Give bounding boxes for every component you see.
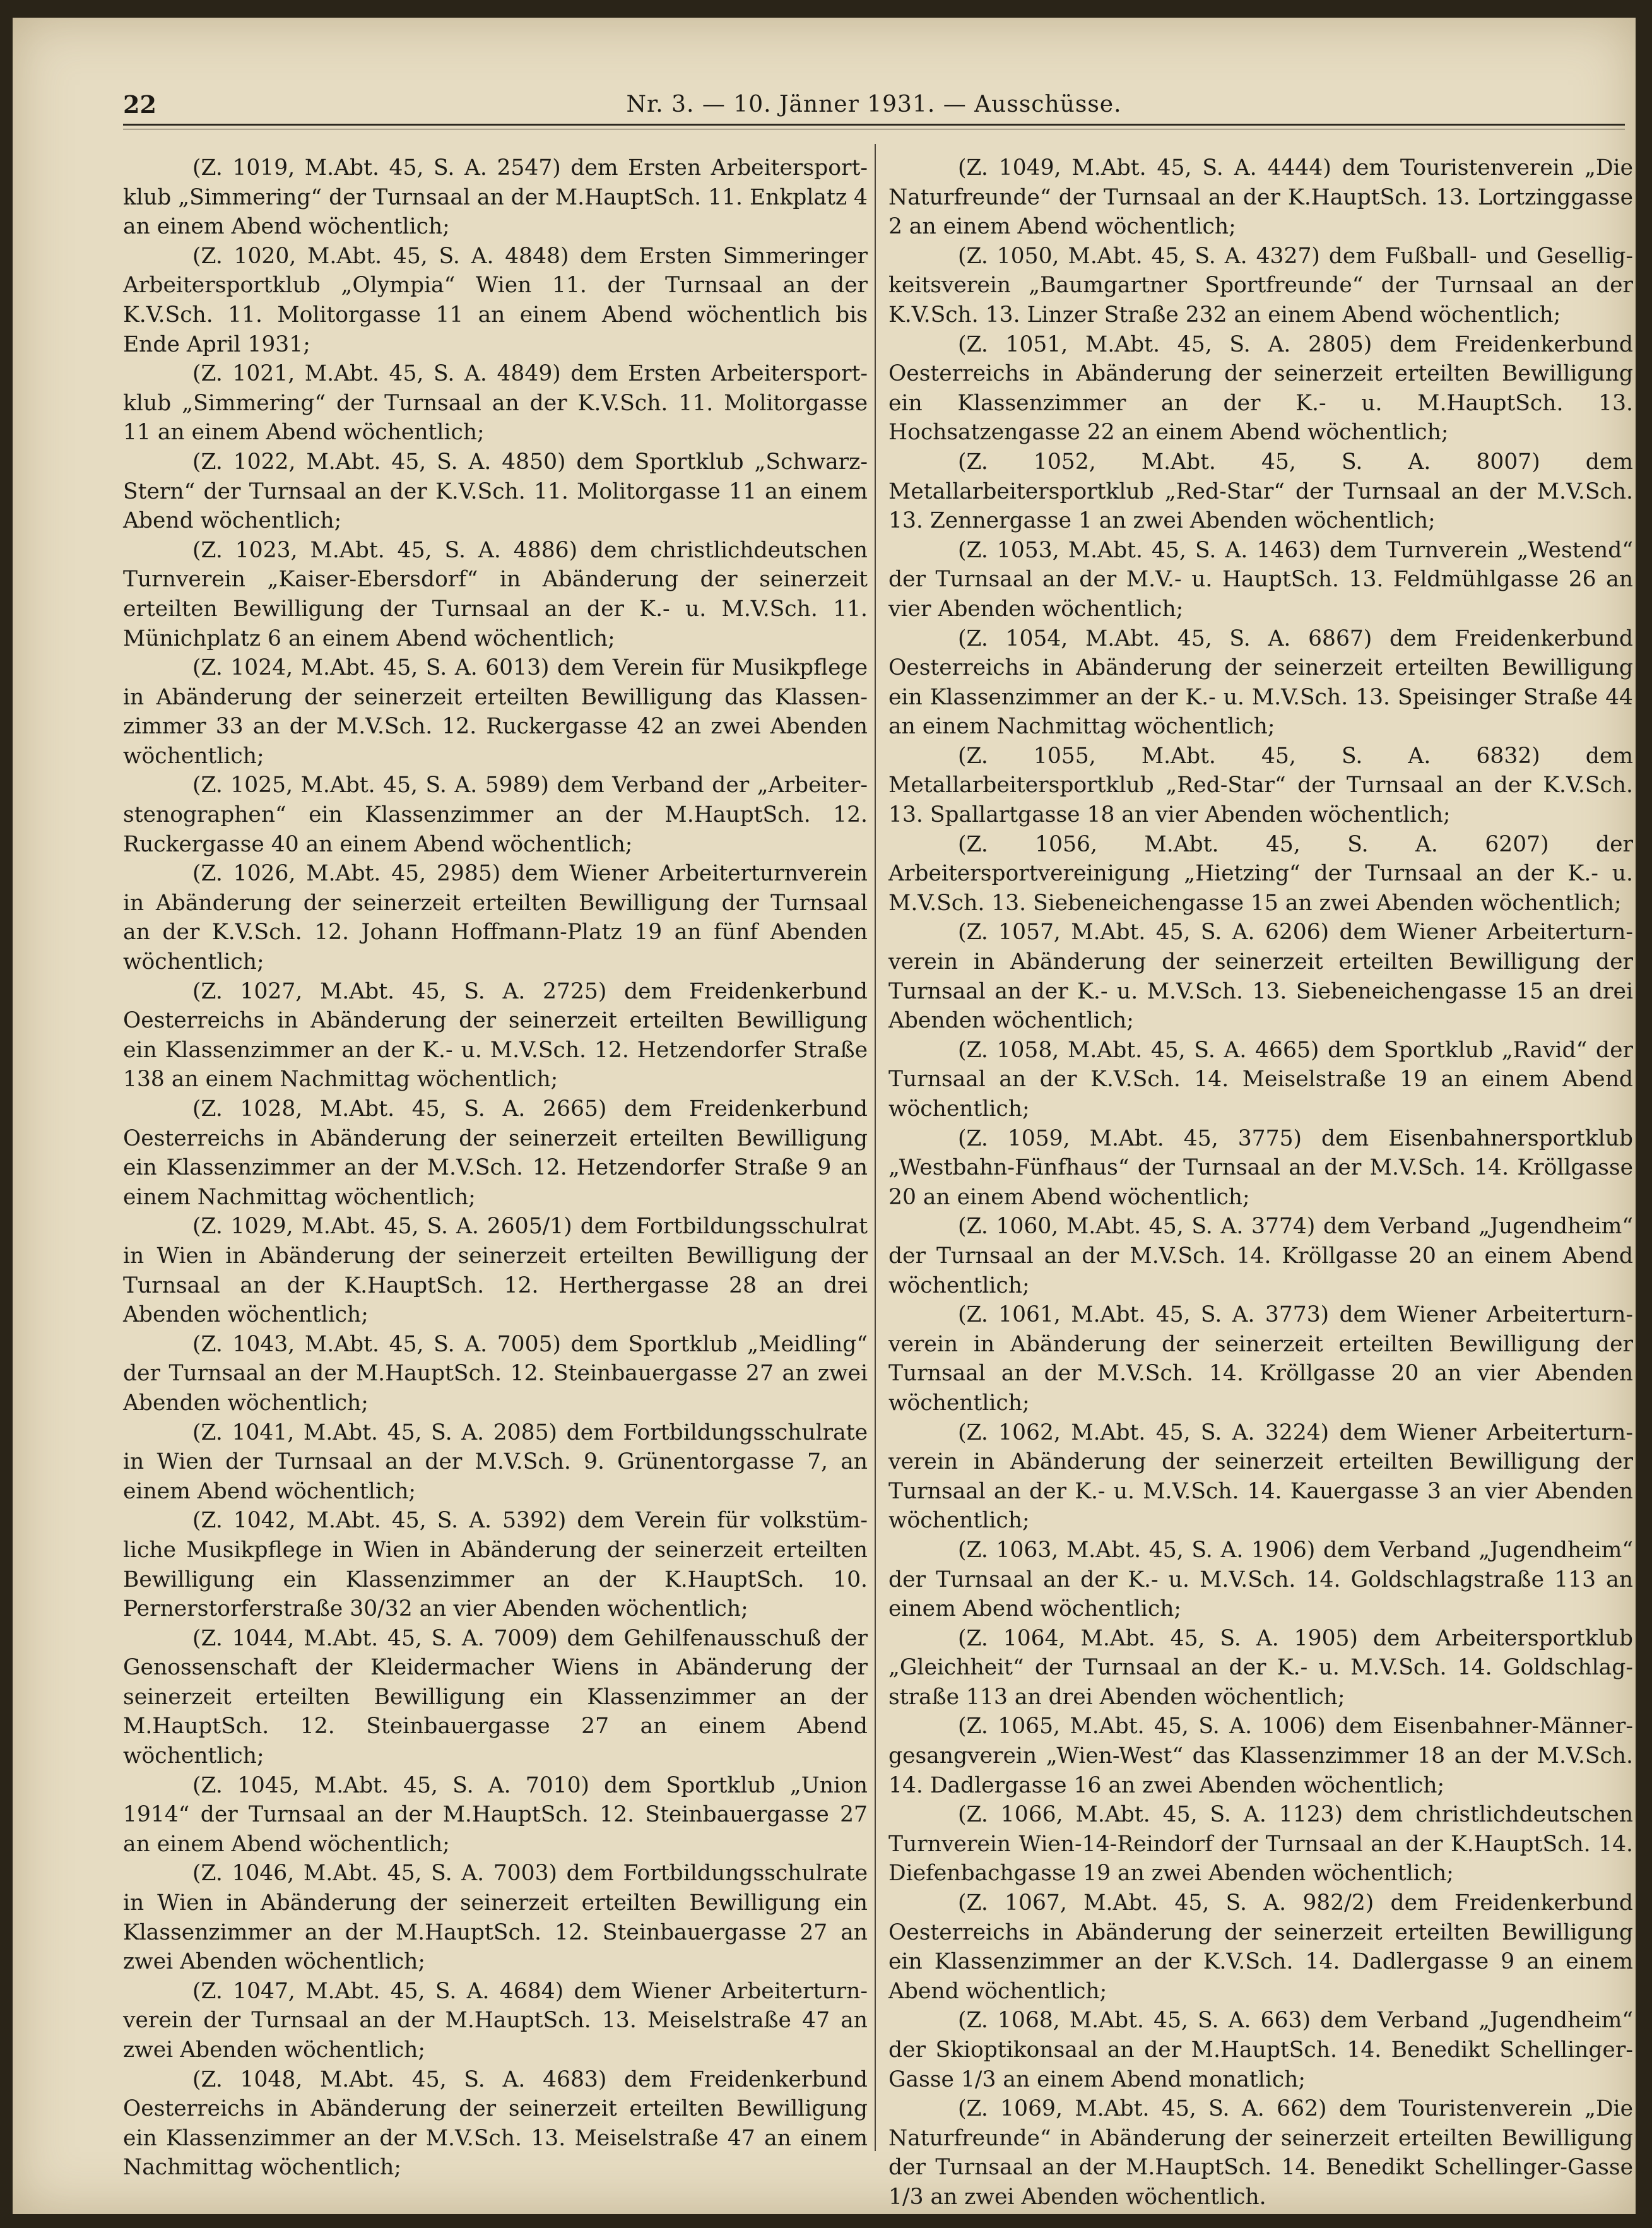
entry: (Z. 1021, M.Abt. 45, S. A. 4849) dem Ersten Arbeitersportklub „Simmering“ der Turnsaal an der K.V.Sch. 11. Molitorgasse 11 an einem Abend wöchentlich; (123, 361, 868, 446)
entry: (Z. 1024, M.Abt. 45, S. A. 6013) dem Verein für Musikpflege in Abänderung der seinerzeit erteilten Bewilligung das Klassenzimmer 33 an der M.V.Sch. 12. Ruckergasse 42 an zwei Abenden wöchentlich; (123, 655, 868, 769)
entry: (Z. 1062, M.Abt. 45, S. A. 3224) dem Wiener Arbeiterturnverein in Abänderung der seinerzeit erteilten Bewilligung der Turnsaal an der K.- u. M.V.Sch. 14. Kauergasse 3 an vier Abenden wöchentlich; (888, 1419, 1633, 1534)
entry: (Z. 1060, M.Abt. 45, S. A. 3774) dem Verband „Jugendheim“ der Turnsaal an der M.V.Sch. 14. Kröllgasse 20 an einem Abend wöchentlich; (888, 1214, 1633, 1298)
entry: (Z. 1025, M.Abt. 45, S. A. 5989) dem Verband der „Arbeiterstenographen“ ein Klassenzimmer an der M.HauptSch. 12. Ruckergasse 40 an einem Abend wöchentlich; (123, 773, 868, 857)
entry: (Z. 1055, M.Abt. 45, S. A. 6832) dem Metallarbeitersportklub „Red-Star“ der Turnsaal an der K.V.Sch. 13. Spallartgasse 18 an vier Abenden wöchentlich; (888, 743, 1633, 828)
entry: (Z. 1058, M.Abt. 45, S. A. 4665) dem Sportklub „Ravid“ der Turnsaal an der K.V.Sch. 14. Meiselstraße 19 an einem Abend wöchentlich; (888, 1037, 1633, 1122)
entry: (Z. 1043, M.Abt. 45, S. A. 7005) dem Sportklub „Meidling“ der Turnsaal an der M.HauptSch. 12. Steinbauergasse 27 an zwei Abenden wöchentlich; (123, 1331, 868, 1416)
entry: (Z. 1059, M.Abt. 45, 3775) dem Eisenbahnersportklub „Westbahn-Fünfhaus“ der Turnsaal an der M.V.Sch. 14. Kröllgasse 20 an einem Abend wöchentlich; (888, 1125, 1633, 1210)
column-divider (875, 144, 876, 2151)
entry: (Z. 1047, M.Abt. 45, S. A. 4684) dem Wiener Arbeiterturnverein der Turnsaal an der M.HauptSch. 13. Meiselstraße 47 an zwei Abenden wöchentlich; (123, 1978, 868, 2063)
entry: (Z. 1065, M.Abt. 45, S. A. 1006) dem Eisenbahner-Männergesangverein „Wien-West“ das Klassenzimmer 18 an der M.V.Sch. 14. Dadlergasse 16 an zwei Abenden wöchentlich; (888, 1714, 1633, 1798)
entry: (Z. 1061, M.Abt. 45, S. A. 3773) dem Wiener Arbeiterturnverein in Abänderung der seinerzeit erteilten Bewilligung der Turnsaal an der M.V.Sch. 14. Kröllgasse 20 an vier Abenden wöchentlich; (888, 1302, 1633, 1416)
entry: (Z. 1069, M.Abt. 45, S. A. 662) dem Touristenverein „Die Naturfreunde“ in Abänderung der seinerzeit erteilten Bewilligung der Turnsaal an der M.HauptSch. 14. Benedikt Schellinger-Gasse 1/3 an zwei Abenden wöchentlich. (888, 2096, 1633, 2210)
header-rule (123, 124, 1625, 126)
newspaper-page (13, 18, 1636, 2214)
entry: (Z. 1067, M.Abt. 45, S. A. 982/2) dem Freidenkerbund Oesterreichs in Abänderung der seinerzeit erteilten Bewilligung ein Klassenzimmer an der K.V.Sch. 14. Dadlergasse 9 an einem Abend wöchentlich; (888, 1890, 1633, 2004)
entry: (Z. 1044, M.Abt. 45, S. A. 7009) dem Gehilfenausschuß der Genossenschaft der Kleidermacher Wiens in Abänderung der seinerzeit erteilten Bewilligung ein Klassenzimmer an der M.HauptSch. 12. Steinbauergasse 27 an einem Abend wöchentlich; (123, 1625, 868, 1769)
page-header (123, 86, 1625, 124)
entry: (Z. 1051, M.Abt. 45, S. A. 2805) dem Freidenkerbund Oesterreichs in Abänderung der seinerzeit erteilten Bewilligung ein Klassenzimmer an der K.- u. M.HauptSch. 13. Hochsatzengasse 22 an einem Abend wöchentlich; (888, 331, 1633, 446)
entry: (Z. 1066, M.Abt. 45, S. A. 1123) dem christlichdeutschen Turnverein Wien-14-Reindorf der Turnsaal an der K.HauptSch. 14. Diefenbachgasse 19 an zwei Abenden wöchentlich; (888, 1802, 1633, 1887)
page-number: 22 (123, 90, 156, 119)
entry: (Z. 1054, M.Abt. 45, S. A. 6867) dem Freidenkerbund Oesterreichs in Abänderung der seinerzeit erteilten Bewilligung ein Klassenzimmer an der K.- u. M.V.Sch. 13. Speisinger Straße 44 an einem Nachmittag wöchentlich; (888, 625, 1633, 740)
entry: (Z. 1020, M.Abt. 45, S. A. 4848) dem Ersten Simmeringer Arbeitersportklub „Olympia“ Wien 11. der Turnsaal an der K.V.Sch. 11. Molitorgasse 11 an einem Abend wöchentlich bis Ende April 1931; (123, 243, 868, 357)
entry: (Z. 1042, M.Abt. 45, S. A. 5392) dem Verein für volkstümliche Musikpflege in Wien in Abänderung der seinerzeit erteilten Bewilligung ein Klassenzimmer an der K.HauptSch. 10. Pernerstorferstraße 30/32 an vier Abenden wöchentlich; (123, 1508, 868, 1622)
left-column (123, 153, 868, 2183)
entry: (Z. 1041, M.Abt. 45, S. A. 2085) dem Fortbildungsschulrate in Wien der Turnsaal an der M.V.Sch. 9. Grünentorgasse 7, an einem Abend wöchentlich; (123, 1419, 868, 1504)
entry: (Z. 1023, M.Abt. 45, S. A. 4886) dem christlichdeutschen Turnverein „Kaiser-Ebersdorf“ in Abänderung der seinerzeit erteilten Bewilligung der Turnsaal an der K.- u. M.V.Sch. 11. Münichplatz 6 an einem Abend wöchentlich; (123, 537, 868, 651)
entry: (Z. 1063, M.Abt. 45, S. A. 1906) dem Verband „Jugendheim“ der Turnsaal an der K.- u. M.V.Sch. 14. Goldschlagstraße 113 an einem Abend wöchentlich; (888, 1537, 1633, 1622)
entry: (Z. 1046, M.Abt. 45, S. A. 7003) dem Fortbildungsschulrate in Wien in Abänderung der seinerzeit erteilten Bewilligung ein Klassenzimmer an der M.HauptSch. 12. Steinbauergasse 27 an zwei Abenden wöchentlich; (123, 1861, 868, 1975)
entry: (Z. 1056, M.Abt. 45, S. A. 6207) der Arbeitersportvereinigung „Hietzing“ der Turnsaal an der K.- u. M.V.Sch. 13. Siebeneichengasse 15 an zwei Abenden wöchentlich; (888, 831, 1633, 916)
entry: (Z. 1045, M.Abt. 45, S. A. 7010) dem Sportklub „Union 1914“ der Turnsaal an der M.HauptSch. 12. Steinbauergasse 27 an einem Abend wöchentlich; (123, 1772, 868, 1857)
right-column (888, 153, 1633, 2212)
entry: (Z. 1053, M.Abt. 45, S. A. 1463) dem Turnverein „Westend“ der Turnsaal an der M.V.- u. HauptSch. 13. Feldmühlgasse 26 an vier Abenden wöchentlich; (888, 537, 1633, 622)
entry: (Z. 1050, M.Abt. 45, S. A. 4327) dem Fußball- und Geselligkeitsverein „Baumgartner Sportfreunde“ der Turnsaal an der K.V.Sch. 13. Linzer Straße 232 an einem Abend wöchentlich; (888, 243, 1633, 328)
entry: (Z. 1019, M.Abt. 45, S. A. 2547) dem Ersten Arbeitersportklub „Simmering“ der Turnsaal an der M.HauptSch. 11. Enkplatz 4 an einem Abend wöchentlich; (123, 155, 868, 240)
entry: (Z. 1057, M.Abt. 45, S. A. 6206) dem Wiener Arbeiterturnverein in Abänderung der seinerzeit erteilten Bewilligung der Turnsaal an der K.- u. M.V.Sch. 13. Siebeneichengasse 15 an drei Abenden wöchentlich; (888, 920, 1633, 1034)
entry: (Z. 1027, M.Abt. 45, S. A. 2725) dem Freidenkerbund Oesterreichs in Abänderung der seinerzeit erteilten Bewilligung ein Klassenzimmer an der K.- u. M.V.Sch. 12. Hetzendorfer Straße 138 an einem Nachmittag wöchentlich; (123, 978, 868, 1093)
entry: (Z. 1068, M.Abt. 45, S. A. 663) dem Verband „Jugendheim“ der Skioptikonsaal an der M.HauptSch. 14. Benedikt SchellingerGasse 1/3 an einem Abend monatlich; (888, 2008, 1633, 2092)
entry: (Z. 1029, M.Abt. 45, S. A. 2605/1) dem Fortbildungsschulrat in Wien in Abänderung der seinerzeit erteilten Bewilligung der Turnsaal an der K.HauptSch. 12. Herthergasse 28 an drei Abenden wöchentlich; (123, 1214, 868, 1328)
entry: (Z. 1052, M.Abt. 45, S. A. 8007) dem Metallarbeitersportklub „Red-Star“ der Turnsaal an der M.V.Sch. 13. Zennergasse 1 an zwei Abenden wöchentlich; (888, 449, 1633, 534)
entry: (Z. 1026, M.Abt. 45, 2985) dem Wiener Arbeiterturnverein in Abänderung der seinerzeit erteilten Bewilligung der Turnsaal an der K.V.Sch. 12. Johann Hoffmann-Platz 19 an fünf Abenden wöchentlich; (123, 861, 868, 975)
entry: (Z. 1049, M.Abt. 45, S. A. 4444) dem Touristenverein „Die Naturfreunde“ der Turnsaal an der K.HauptSch. 13. Lortzinggasse 2 an einem Abend wöchentlich; (888, 155, 1633, 240)
entry: (Z. 1048, M.Abt. 45, S. A. 4683) dem Freidenkerbund Oesterreichs in Abänderung der seinerzeit erteilten Bewilligung ein Klassenzimmer an der M.V.Sch. 13. Meiselstraße 47 an einem Nachmittag wöchentlich; (123, 2066, 868, 2181)
entry: (Z. 1022, M.Abt. 45, S. A. 4850) dem Sportklub „SchwarzStern“ der Turnsaal an der K.V.Sch. 11. Molitorgasse 11 an einem Abend wöchentlich; (123, 449, 868, 534)
running-head: Nr. 3. — 10. Jänner 1931. — Ausschüsse. (626, 92, 1122, 117)
entry: (Z. 1028, M.Abt. 45, S. A. 2665) dem Freidenkerbund Oesterreichs in Abänderung der seinerzeit erteilten Bewilligung ein Klassenzimmer an der M.V.Sch. 12. Hetzendorfer Straße 9 an einem Nachmittag wöchentlich; (123, 1096, 868, 1210)
entry: (Z. 1064, M.Abt. 45, S. A. 1905) dem Arbeitersportklub „Gleichheit“ der Turnsaal an der K.- u. M.V.Sch. 14. Goldschlagstraße 113 an drei Abenden wöchentlich; (888, 1625, 1633, 1710)
